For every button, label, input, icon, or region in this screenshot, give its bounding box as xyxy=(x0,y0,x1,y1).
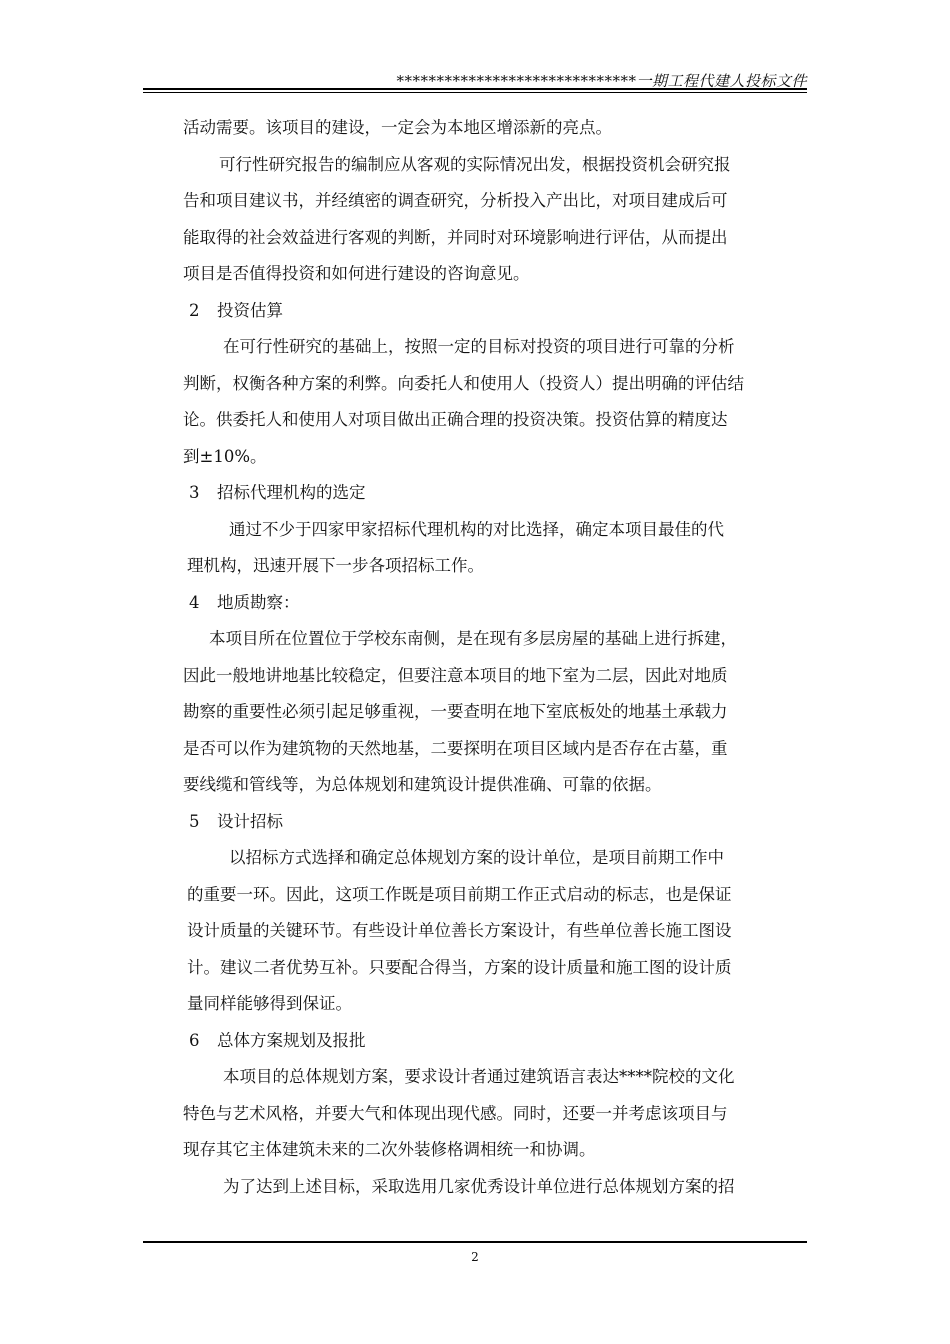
section-number: 4 xyxy=(189,592,200,612)
section-title: 总体方案规划及报批 xyxy=(217,1030,366,1050)
body-line: 为了达到上述目标，采取选用几家优秀设计单位进行总体规划方案的招 xyxy=(223,1176,735,1196)
body-line: 是否可以作为建筑物的天然地基，二要探明在项目区域内是否存在古墓，重 xyxy=(183,738,728,758)
body-line: 因此一般地讲地基比较稳定，但要注意本项目的地下室为二层，因此对地质 xyxy=(183,665,728,685)
section-heading-6 xyxy=(183,1023,813,1060)
document-body xyxy=(183,110,813,1205)
body-line: 计。建议二者优势互补。只要配合得当，方案的设计质量和施工图的设计质 xyxy=(187,957,732,977)
body-line: 以招标方式选择和确定总体规划方案的设计单位，是项目前期工作中 xyxy=(229,848,724,867)
body-line: 量同样能够得到保证。 xyxy=(187,994,352,1013)
section-title: 招标代理机构的选定 xyxy=(217,483,366,502)
body-line: 本项目所在位置位于学校东南侧，是在现有多层房屋的基础上进行拆建， xyxy=(209,629,737,648)
section-heading-4 xyxy=(183,585,813,622)
body-line: 可行性研究报告的编制应从客观的实际情况出发，根据投资机会研究报 xyxy=(219,154,731,174)
body-line: 要线缆和管线等，为总体规划和建筑设计提供准确、可靠的依据。 xyxy=(183,775,662,794)
section-heading-3 xyxy=(183,475,813,512)
body-line: 判断，权衡各种方案的利弊。向委托人和使用人（投资人）提出明确的评估结 xyxy=(183,373,744,393)
section-number: 3 xyxy=(189,483,200,502)
header-rule xyxy=(143,88,807,93)
section-number: 5 xyxy=(189,811,200,831)
body-line: 论。供委托人和使用人对项目做出正确合理的投资决策。投资估算的精度达 xyxy=(183,410,728,429)
body-line: 勘察的重要性必须引起足够重视，一要查明在地下室底板处的地基土承载力 xyxy=(183,702,728,721)
page-number: 2 xyxy=(471,1250,479,1264)
section-number: 2 xyxy=(189,300,200,320)
body-line: 到±10%。 xyxy=(183,446,267,466)
body-line: 告和项目建议书，并经缜密的调查研究，分析投入产出比，对项目建成后可 xyxy=(183,191,728,210)
body-line: 能取得的社会效益进行客观的判断，并同时对环境影响进行评估，从而提出 xyxy=(183,227,728,247)
body-line: 现存其它主体建筑未来的二次外装修格调相统一和协调。 xyxy=(183,1140,596,1159)
body-line: 特色与艺术风格，并要大气和体现出现代感。同时，还要一并考虑该项目与 xyxy=(183,1103,728,1123)
section-heading-2 xyxy=(183,293,813,330)
body-line: 的重要一环。因此，这项工作既是项目前期工作正式启动的标志，也是保证 xyxy=(187,884,732,904)
body-line: 在可行性研究的基础上，按照一定的目标对投资的项目进行可靠的分析 xyxy=(223,337,735,356)
footer-rule xyxy=(143,1241,807,1243)
body-line: 设计质量的关键环节。有些设计单位善长方案设计，有些单位善长施工图设 xyxy=(187,921,732,940)
body-line: 通过不少于四家甲家招标代理机构的对比选择，确定本项目最佳的代 xyxy=(229,519,724,539)
body-line: 活动需要。该项目的建设，一定会为本地区增添新的亮点。 xyxy=(183,118,612,137)
body-line: 理机构，迅速开展下一步各项招标工作。 xyxy=(187,556,484,575)
section-number: 6 xyxy=(189,1030,200,1050)
body-line: 项目是否值得投资和如何进行建设的咨询意见。 xyxy=(183,264,530,283)
section-title: 投资估算 xyxy=(217,300,283,320)
running-header: ******************************一期工程代建人投标文件 xyxy=(396,72,807,90)
section-heading-5 xyxy=(183,804,813,841)
section-title: 地质勘察： xyxy=(217,592,300,612)
body-line: 本项目的总体规划方案，要求设计者通过建筑语言表达****院校的文化 xyxy=(223,1067,735,1086)
section-title: 设计招标 xyxy=(217,811,283,831)
